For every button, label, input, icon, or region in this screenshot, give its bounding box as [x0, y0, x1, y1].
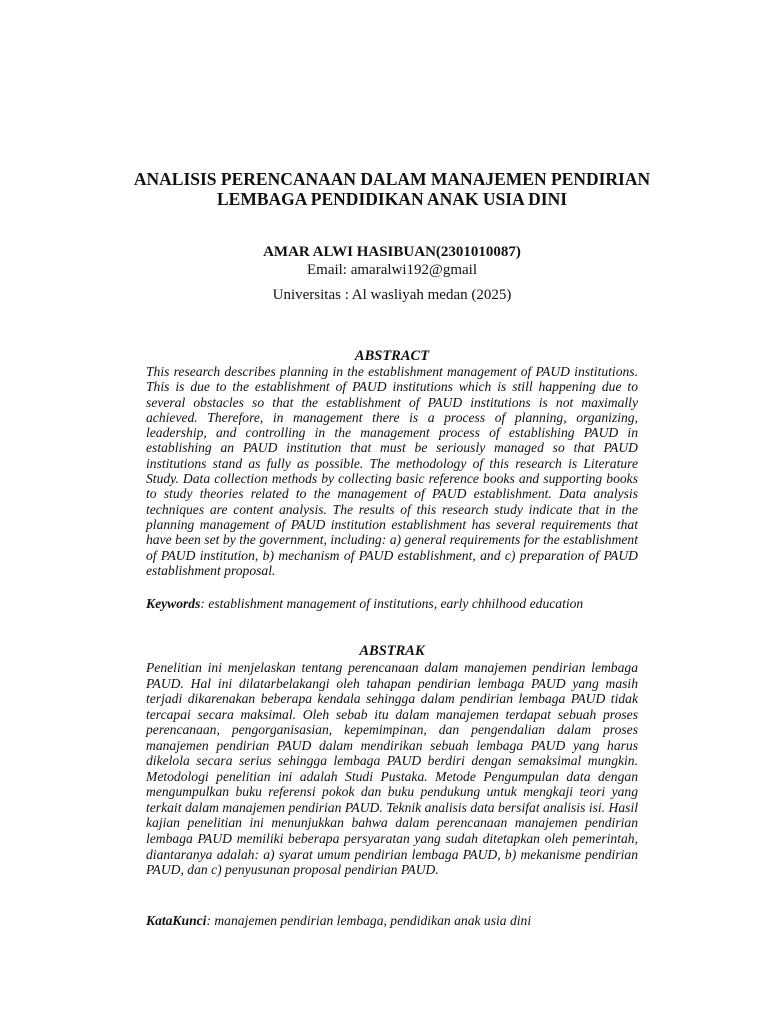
- abstract-heading: ABSTRACT: [354, 348, 430, 364]
- keywords-line: [146, 596, 706, 612]
- author-name: AMAR ALWI HASIBUAN(2301010087): [263, 244, 521, 260]
- author-affiliation: Universitas : Al wasliyah medan (2025): [272, 287, 512, 303]
- abstrak-heading: ABSTRAK: [359, 643, 425, 659]
- keywords-text: : establishment management of institutions, early chhilhood education: [200, 596, 584, 611]
- katakunci-text: : manajemen pendirian lembaga, pendidikan anak usia dini: [206, 913, 532, 928]
- keywords-label: Keywords: [146, 596, 201, 611]
- paper-title-line-2: LEMBAGA PENDIDIKAN ANAK USIA DINI: [216, 189, 568, 209]
- author-block: [100, 243, 684, 304]
- abstrak-body: Penelitian ini menjelaskan tentang perencanaan dalam manajemen pendirian lembaga PAUD. Hal ini dilatarbelakangi oleh tahapan pendirian lembaga PAUD yang masih terjadi dikarenakan beberapa kendala sehingga dalam pendirian lembaga PAUD tidak tercapai secara maksimal. Oleh sebab itu dalam manajemen terdapat sebuah proses perencanaan, pengorganisasian, kepemimpinan, dan pengendalian dalam proses manajemen pendirian PAUD dalam mendirikan sebuah lembaga PAUD yang harus dikelola secara serius sehingga lembaga PAUD berdiri dengan semaksimal mungkin. Metodologi penelitian ini adalah Studi Pustaka. Metode Pengumpulan data dengan mengumpulkan buku referensi pokok dan buku pendukung untuk mengkaji teori yang terkait dalam manajemen pendirian PAUD. Teknik analisis data bersifat analisis isi. Hasil kajian penelitian ini menunjukkan bahwa dalam perencanaan manajemen pendirian lembaga PAUD memiliki beberapa persyaratan yang sudah ditetapkan oleh pemerintah, diantaranya adalah: a) syarat umum pendirian lembaga PAUD, b) mekanisme pendirian PAUD, dan c) penyusunan proposal pendirian PAUD.: [146, 660, 638, 878]
- abstract-body: This research describes planning in the establishment management of PAUD institutions. This is due to the establishment of PAUD institutions which is still happening due to several obstacles so that the establishment of PAUD institutions is not maximally achieved. Therefore, in management there is a process of planning, organizing, leadership, and controlling in the management process of establishing PAUD in establishing an PAUD institution that must be seriously managed so that PAUD institutions stand as fully as possible. The methodology of this research is Literature Study. Data collection methods by collecting basic reference books and supporting books to study theories related to the management of PAUD establishment. Data analysis techniques are content analysis. The results of this research study indicate that in the planning management of PAUD institution establishment has several requirements that have been set by the government, including: a) general requirements for the establishment of PAUD institution, b) mechanism of PAUD establishment, and c) preparation of PAUD establishment proposal.: [146, 364, 638, 578]
- paper-title: [100, 169, 684, 209]
- paper-title-line-1: ANALISIS PERENCANAAN DALAM MANAJEMEN PENDIRIAN: [133, 169, 651, 189]
- katakunci-line: [146, 913, 706, 929]
- katakunci-label: KataKunci: [146, 913, 207, 928]
- author-email: Email: amaralwi192@gmail: [306, 262, 478, 278]
